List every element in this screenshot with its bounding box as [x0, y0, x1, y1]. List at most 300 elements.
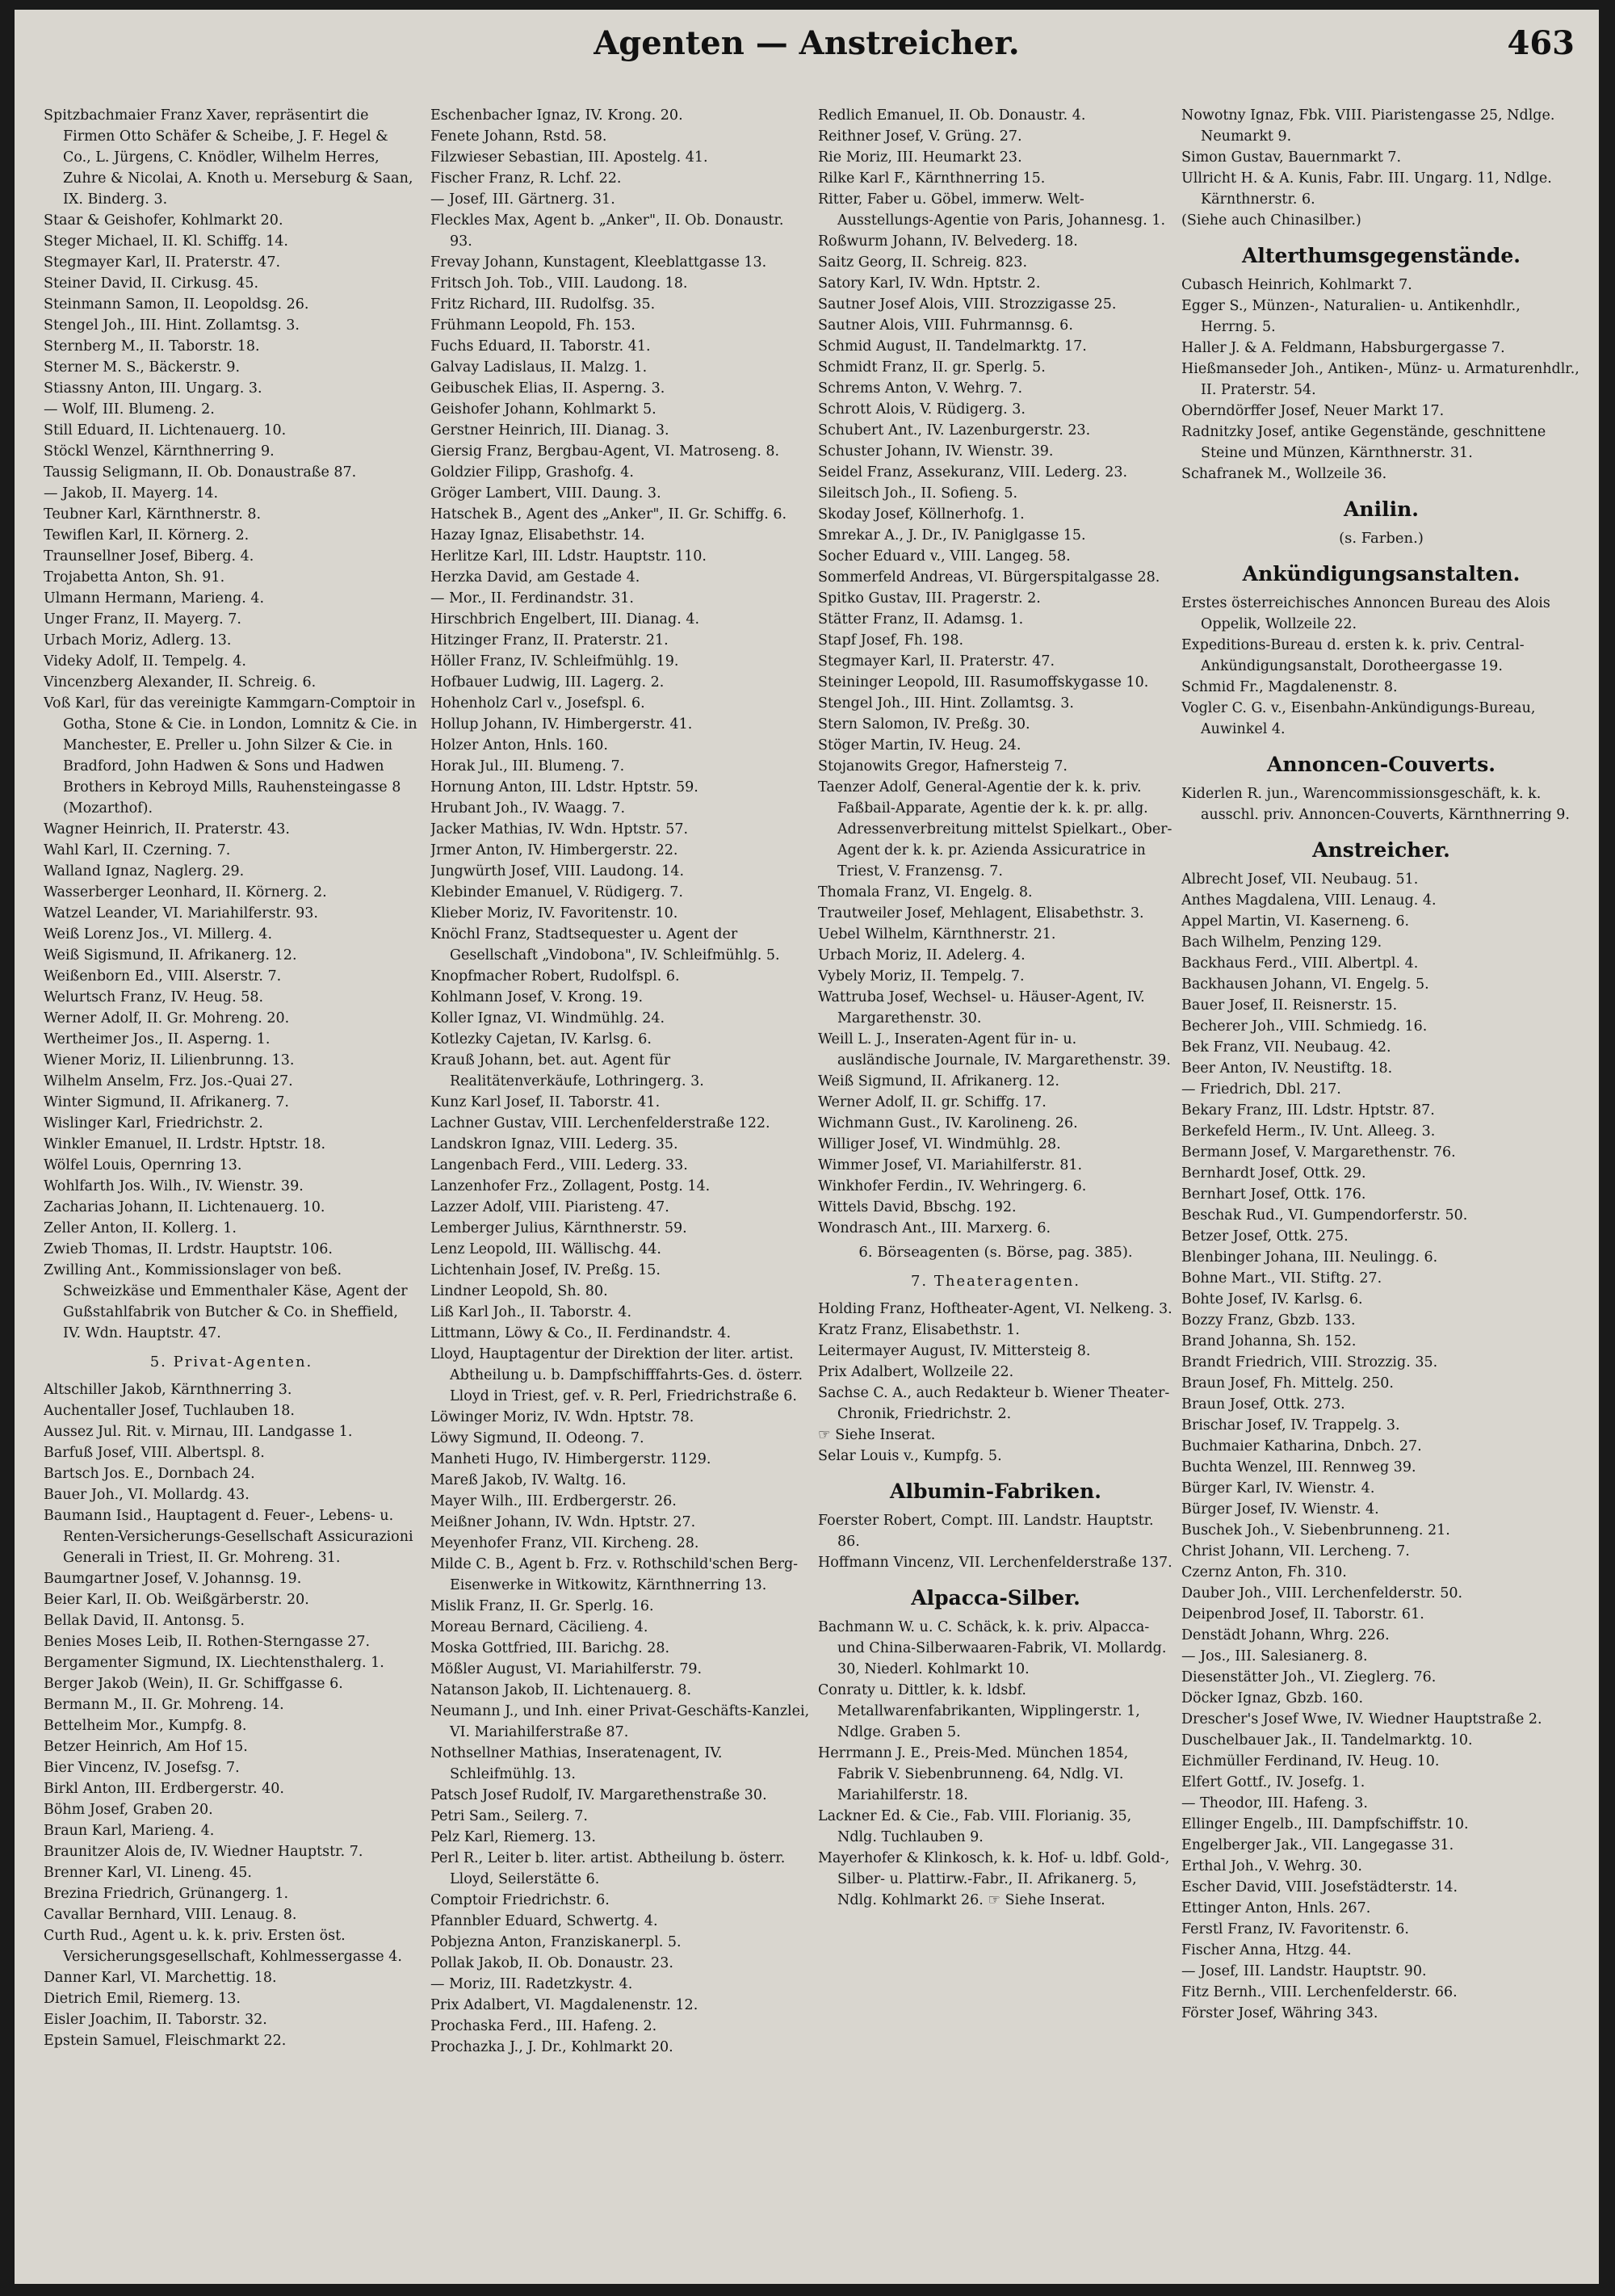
directory-entry: Becherer Joh., VIII. Schmiedg. 16. — [1181, 1018, 1428, 1035]
directory-entry: Videky Adolf, II. Tempelg. 4. — [44, 653, 246, 669]
column-3 — [818, 105, 1173, 2269]
directory-entry: Bozzy Franz, Gbzb. 133. — [1181, 1312, 1356, 1328]
directory-entry: Watzel Leander, VI. Mariahilferstr. 93. — [44, 905, 318, 921]
directory-entry: Reithner Josef, V. Grüng. 27. — [818, 128, 1022, 145]
directory-entry: Jrmer Anton, IV. Himbergerstr. 22. — [430, 842, 678, 858]
directory-entry: Sommerfeld Andreas, VI. Bürgerspitalgasse 28. — [818, 569, 1160, 586]
section-heading: Annoncen-Couverts. — [1267, 753, 1495, 776]
directory-entry: Wahl Karl, II. Czerning. 7. — [44, 842, 231, 858]
directory-entry: Bermann Josef, V. Margarethenstr. 76. — [1181, 1144, 1456, 1161]
directory-entry: Steininger Leopold, III. Rasumoffskygasse 10. — [818, 674, 1149, 690]
directory-entry: Milde C. B., Agent b. Frz. v. Rothschild'schen Berg-Eisenwerke in Witkowitz, Kärnthnerring 13. — [430, 1556, 799, 1593]
directory-entry: Bek Franz, VII. Neubaug. 42. — [1181, 1039, 1391, 1056]
directory-entry: Braunitzer Alois de, IV. Wiedner Hauptstr. 7. — [44, 1844, 363, 1860]
directory-entry: — Mor., II. Ferdinandstr. 31. — [430, 590, 634, 607]
directory-entry: Hießmanseder Joh., Antiken-, Münz- u. Armaturenhdlr., II. Praterstr. 54. — [1181, 361, 1579, 398]
directory-entry: Lemberger Julius, Kärnthnerstr. 59. — [430, 1220, 687, 1236]
directory-entry: Ellinger Engelb., III. Dampfschiffstr. 10. — [1181, 1816, 1469, 1832]
directory-entry: Schrems Anton, V. Wehrg. 7. — [818, 380, 1023, 397]
directory-entry: Erstes österreichisches Annoncen Bureau des Alois Oppelik, Wollzeile 22. — [1181, 595, 1550, 632]
directory-entry: Erthal Joh., V. Wehrg. 30. — [1181, 1858, 1362, 1874]
directory-entry: Curth Rud., Agent u. k. k. priv. Ersten öst. Versicherungsgesellschaft, Kohlmessergasse 4. — [44, 1928, 402, 1965]
directory-entry: Langenbach Ferd., VIII. Lederg. 33. — [430, 1157, 688, 1173]
directory-entry: Stiassny Anton, III. Ungarg. 3. — [44, 380, 262, 397]
directory-entry: Steiner David, II. Cirkusg. 45. — [44, 275, 259, 292]
section-subheading: 5. Privat-Agenten. — [149, 1354, 313, 1370]
directory-entry: Welurtsch Franz, IV. Heug. 58. — [44, 989, 264, 1005]
directory-entry: Lichtenhain Josef, IV. Preßg. 15. — [430, 1262, 661, 1278]
directory-entry: Haller J. & A. Feldmann, Habsburgergasse 7. — [1181, 340, 1505, 356]
directory-entry: Steger Michael, II. Kl. Schiffg. 14. — [44, 233, 288, 250]
directory-entry: — Wolf, III. Blumeng. 2. — [44, 401, 215, 418]
directory-entry: Klieber Moriz, IV. Favoritenstr. 10. — [430, 905, 678, 921]
directory-entry: Vincenzberg Alexander, II. Schreig. 6. — [44, 674, 317, 690]
directory-entry: Wertheimer Jos., II. Asperng. 1. — [44, 1031, 271, 1047]
directory-entry: Bekary Franz, III. Ldstr. Hptstr. 87. — [1181, 1102, 1435, 1119]
directory-entry: Buchta Wenzel, III. Rennweg 39. — [1181, 1459, 1416, 1475]
directory-entry: Weiß Lorenz Jos., VI. Millerg. 4. — [44, 926, 273, 942]
directory-entry: Rie Moriz, III. Heumarkt 23. — [818, 149, 1022, 166]
directory-entry: Fitz Bernh., VIII. Lerchenfelderstr. 66. — [1181, 1984, 1458, 2000]
directory-entry: Natanson Jakob, II. Lichtenauerg. 8. — [430, 1682, 692, 1698]
directory-entry: Unger Franz, II. Mayerg. 7. — [44, 611, 241, 628]
directory-entry: Jungwürth Josef, VIII. Laudong. 14. — [430, 863, 685, 879]
directory-entry: Stegmayer Karl, II. Praterstr. 47. — [818, 653, 1055, 669]
directory-entry: Moreau Bernard, Cäcilieng. 4. — [430, 1619, 648, 1635]
directory-entry: Höller Franz, IV. Schleifmühlg. 19. — [430, 653, 679, 669]
directory-entry: Beer Anton, IV. Neustiftg. 18. — [1181, 1060, 1393, 1077]
directory-entry: Mayer Wilh., III. Erdbergerstr. 26. — [430, 1493, 677, 1509]
directory-entry: Bohne Mart., VII. Stiftg. 27. — [1181, 1270, 1382, 1287]
directory-entry: Petri Sam., Seilerg. 7. — [430, 1808, 588, 1824]
directory-entry: Mareß Jakob, IV. Waltg. 16. — [430, 1472, 627, 1488]
directory-entry: Eichmüller Ferdinand, IV. Heug. 10. — [1181, 1753, 1440, 1769]
directory-entry: Kratz Franz, Elisabethstr. 1. — [818, 1322, 1020, 1338]
directory-entry: Auchentaller Josef, Tuchlauben 18. — [44, 1403, 295, 1419]
directory-entry: Rilke Karl F., Kärnthnerring 15. — [818, 170, 1046, 187]
directory-entry: Filzwieser Sebastian, III. Apostelg. 41. — [430, 149, 708, 166]
directory-entry: Holzer Anton, Hnls. 160. — [430, 737, 608, 753]
directory-entry: Leitermayer August, IV. Mittersteig 8. — [818, 1343, 1091, 1359]
directory-entry: Kiderlen R. jun., Warencommissionsgeschäft, k. k. ausschl. priv. Annoncen-Couverts, Kärnthnerring 9. — [1181, 786, 1570, 823]
directory-entry: Hitzinger Franz, II. Praterstr. 21. — [430, 632, 669, 649]
directory-entry: Geibuschek Elias, II. Asperng. 3. — [430, 380, 665, 397]
directory-entry: Selar Louis v., Kumpfg. 5. — [818, 1448, 1002, 1464]
directory-entry: Wölfel Louis, Opernring 13. — [44, 1157, 242, 1173]
directory-entry: Beier Karl, II. Ob. Weißgärberstr. 20. — [44, 1592, 309, 1608]
directory-entry: Bernhart Josef, Ottk. 176. — [1181, 1186, 1366, 1203]
directory-entry: Cavallar Bernhard, VIII. Lenaug. 8. — [44, 1907, 297, 1923]
directory-entry: Wagner Heinrich, II. Praterstr. 43. — [44, 821, 290, 837]
directory-entry: Brenner Karl, VI. Lineng. 45. — [44, 1865, 252, 1881]
directory-entry: Stöckl Wenzel, Kärnthnerring 9. — [44, 443, 275, 460]
directory-entry: Danner Karl, VI. Marchettig. 18. — [44, 1970, 277, 1986]
directory-entry: Wasserberger Leonhard, II. Körnerg. 2. — [44, 884, 327, 900]
directory-entry: Elfert Gottf., IV. Josefg. 1. — [1181, 1774, 1365, 1790]
directory-entry: Gerstner Heinrich, III. Dianag. 3. — [430, 422, 669, 439]
directory-entry: Pfannbler Eduard, Schwertg. 4. — [430, 1913, 658, 1929]
directory-entry: Ritter, Faber u. Göbel, immerw. Welt-Ausstellungs-Agentie von Paris, Johannesg. 1. — [818, 191, 1166, 229]
directory-entry: Brand Johanna, Sh. 152. — [1181, 1333, 1357, 1349]
directory-entry: Cubasch Heinrich, Kohlmarkt 7. — [1181, 277, 1412, 293]
directory-entry: Gröger Lambert, VIII. Daung. 3. — [430, 485, 661, 502]
directory-entry: Jacker Mathias, IV. Wdn. Hptstr. 57. — [430, 821, 689, 837]
directory-entry: Werner Adolf, II. gr. Schiffg. 17. — [818, 1094, 1047, 1110]
directory-entry: Bermann M., II. Gr. Mohreng. 14. — [44, 1697, 284, 1713]
directory-entry: Nothsellner Mathias, Inseratenagent, IV. Schleifmühlg. 13. — [430, 1745, 723, 1782]
directory-entry: Hazay Ignaz, Elisabethstr. 14. — [430, 527, 645, 544]
directory-entry: ☞ Siehe Inserat. — [818, 1427, 936, 1443]
directory-entry: Denstädt Johann, Whrg. 226. — [1181, 1627, 1390, 1643]
directory-entry: Tewiflen Karl, II. Körnerg. 2. — [44, 527, 250, 544]
directory-entry: Backhausen Johann, VI. Engelg. 5. — [1181, 976, 1429, 993]
directory-entry: Mößler August, VI. Mariahilferstr. 79. — [430, 1661, 703, 1677]
directory-entry: Eschenbacher Ignaz, IV. Krong. 20. — [430, 107, 683, 124]
directory-entry: Braun Josef, Ottk. 273. — [1181, 1396, 1345, 1412]
directory-entry: Steinmann Samon, II. Leopoldsg. 26. — [44, 296, 309, 313]
directory-entry: Bauer Joh., VI. Mollardg. 43. — [44, 1487, 250, 1503]
directory-entry: Beschak Rud., VI. Gumpendorferstr. 50. — [1181, 1207, 1468, 1224]
directory-entry: Engelberger Jak., VII. Langegasse 31. — [1181, 1837, 1454, 1853]
directory-entry: Duschelbauer Jak., II. Tandelmarktg. 10. — [1181, 1732, 1473, 1748]
section-heading: Anilin. — [1344, 497, 1419, 521]
directory-entry: Wohlfarth Jos. Wilh., IV. Wienstr. 39. — [44, 1178, 304, 1194]
directory-entry: Meißner Johann, IV. Wdn. Hptstr. 27. — [430, 1514, 696, 1530]
directory-entry: Brischar Josef, IV. Trappelg. 3. — [1181, 1417, 1400, 1433]
directory-entry: Wimmer Josef, VI. Mariahilferstr. 81. — [818, 1157, 1083, 1173]
directory-entry: Förster Josef, Währing 343. — [1181, 2005, 1378, 2021]
directory-entry: Ettinger Anton, Hnls. 267. — [1181, 1900, 1371, 1916]
directory-entry: Wattruba Josef, Wechsel- u. Häuser-Agent, IV. Margarethenstr. 30. — [818, 989, 1145, 1026]
directory-entry: Wittels David, Bbschg. 192. — [818, 1199, 1017, 1215]
directory-entry: Uebel Wilhelm, Kärnthnerstr. 21. — [818, 926, 1056, 942]
directory-entry: Escher David, VIII. Josefstädterstr. 14. — [1181, 1879, 1458, 1895]
directory-entry: Meyenhofer Franz, VII. Kircheng. 28. — [430, 1535, 699, 1551]
directory-entry: Ulmann Hermann, Marieng. 4. — [44, 590, 265, 607]
directory-entry: Stöger Martin, IV. Heug. 24. — [818, 737, 1021, 753]
directory-entry: Stojanowits Gregor, Hafnersteig 7. — [818, 758, 1068, 774]
directory-entry: — Josef, III. Landstr. Hauptstr. 90. — [1181, 1963, 1427, 1979]
directory-entry: Drescher's Josef Wwe, IV. Wiedner Hauptstraße 2. — [1181, 1711, 1542, 1727]
directory-entry: Bernhardt Josef, Ottk. 29. — [1181, 1165, 1366, 1182]
directory-entry: Smrekar A., J. Dr., IV. Paniglgasse 15. — [818, 527, 1086, 544]
directory-entry: Saitz Georg, II. Schreig. 823. — [818, 254, 1028, 271]
directory-entry: Wilhelm Anselm, Frz. Jos.-Quai 27. — [44, 1073, 293, 1089]
directory-entry: Fuchs Eduard, II. Taborstr. 41. — [430, 338, 651, 355]
page-header — [15, 10, 1599, 73]
directory-entry: Comptoir Friedrichstr. 6. — [430, 1892, 610, 1908]
directory-entry: Geishofer Johann, Kohlmarkt 5. — [430, 401, 656, 418]
directory-entry: Löwy Sigmund, II. Odeong. 7. — [430, 1430, 644, 1446]
directory-entry: Klebinder Emanuel, V. Rüdigerg. 7. — [430, 884, 683, 900]
directory-entry: Goldzier Filipp, Grashofg. 4. — [430, 464, 634, 481]
directory-entry: — Theodor, III. Hafeng. 3. — [1181, 1795, 1368, 1811]
directory-entry: Teubner Karl, Kärnthnerstr. 8. — [44, 506, 262, 523]
directory-entry: Fenete Johann, Rstd. 58. — [430, 128, 607, 145]
directory-entry: Vybely Moriz, II. Tempelg. 7. — [818, 968, 1025, 984]
directory-entry: Czernz Anton, Fh. 310. — [1181, 1564, 1347, 1580]
directory-entry: Landskron Ignaz, VIII. Lederg. 35. — [430, 1136, 678, 1152]
directory-entry: Littmann, Löwy & Co., II. Ferdinandstr. 4. — [430, 1325, 732, 1341]
directory-entry: Knopfmacher Robert, Rudolfspl. 6. — [430, 968, 680, 984]
directory-entry: Braun Karl, Marieng. 4. — [44, 1823, 215, 1839]
directory-entry: Krauß Johann, bet. aut. Agent für Realitätenverkäufe, Lothringerg. 3. — [430, 1052, 704, 1089]
directory-entry: Walland Ignaz, Naglerg. 29. — [44, 863, 245, 879]
directory-entry: Fritz Richard, III. Rudolfsg. 35. — [430, 296, 656, 313]
directory-entry: Schrott Alois, V. Rüdigerg. 3. — [818, 401, 1026, 418]
directory-entry: Satory Karl, IV. Wdn. Hptstr. 2. — [818, 275, 1041, 292]
directory-entry: Weiß Sigmund, II. Afrikanerg. 12. — [818, 1073, 1059, 1089]
directory-entry: Schafranek M., Wollzeile 36. — [1181, 466, 1387, 482]
directory-entry: Stengel Joh., III. Hint. Zollamtsg. 3. — [818, 695, 1074, 711]
section-heading: Ankündigungsanstalten. — [1242, 562, 1521, 586]
directory-entry: Fritsch Joh. Tob., VIII. Laudong. 18. — [430, 275, 688, 292]
directory-entry: Mislik Franz, II. Gr. Sperlg. 16. — [430, 1598, 654, 1614]
directory-entry: Bettelheim Mor., Kumpfg. 8. — [44, 1718, 247, 1734]
directory-entry: Giersig Franz, Bergbau-Agent, VI. Matroseng. 8. — [430, 443, 780, 460]
directory-entry: Winkler Emanuel, II. Lrdstr. Hptstr. 18. — [44, 1136, 326, 1152]
directory-entry: Braun Josef, Fh. Mittelg. 250. — [1181, 1375, 1394, 1391]
directory-entry: Deipenbrod Josef, II. Taborstr. 61. — [1181, 1606, 1424, 1622]
directory-entry: — Jakob, II. Mayerg. 14. — [44, 485, 219, 502]
directory-entry: Stätter Franz, II. Adamsg. 1. — [818, 611, 1024, 628]
directory-entry: Weiß Sigismund, II. Afrikanerg. 12. — [44, 947, 297, 963]
directory-entry: Buchmaier Katharina, Dnbch. 27. — [1181, 1438, 1422, 1454]
directory-entry: Roßwurm Johann, IV. Belvederg. 18. — [818, 233, 1078, 250]
directory-entry: Altschiller Jakob, Kärnthnerring 3. — [44, 1382, 292, 1398]
directory-entry: Winter Sigmund, II. Afrikanerg. 7. — [44, 1094, 289, 1110]
directory-entry: Sautner Alois, VIII. Fuhrmannsg. 6. — [818, 317, 1073, 334]
directory-entry: Vogler C. G. v., Eisenbahn-Ankündigungs-Bureau, Auwinkel 4. — [1181, 700, 1536, 737]
directory-entry: Lazzer Adolf, VIII. Piaristeng. 47. — [430, 1199, 669, 1215]
directory-entry: Neumann J., und Inh. einer Privat-Geschäfts-Kanzlei, VI. Mariahilferstraße 87. — [430, 1703, 810, 1740]
directory-entry: Perl R., Leiter b. liter. artist. Abtheilung b. österr. Lloyd, Seilerstätte 6. — [430, 1850, 786, 1887]
section-note: (s. Farben.) — [1339, 530, 1424, 547]
directory-entry: Galvay Ladislaus, II. Malzg. 1. — [430, 359, 648, 376]
directory-entry: Benies Moses Leib, II. Rothen-Sterngasse 27. — [44, 1634, 371, 1650]
directory-entry: Herrmann J. E., Preis-Med. München 1854, Fabrik V. Siebenbrunneng. 64, Ndlg. VI. Mariahilferstr. 18. — [818, 1745, 1129, 1803]
directory-entry: Urbach Moriz, II. Adelerg. 4. — [818, 947, 1026, 963]
directory-entry: Prochaska Ferd., III. Hafeng. 2. — [430, 2018, 657, 2034]
directory-entry: Kunz Karl Josef, II. Taborstr. 41. — [430, 1094, 661, 1110]
directory-entry: Wondrasch Ant., III. Marxerg. 6. — [818, 1220, 1051, 1236]
directory-entry: Betzer Josef, Ottk. 275. — [1181, 1228, 1349, 1245]
directory-entry: Berkefeld Herm., IV. Unt. Alleeg. 3. — [1181, 1123, 1436, 1140]
directory-entry: Foerster Robert, Compt. III. Landstr. Hauptstr. 86. — [818, 1513, 1154, 1550]
directory-entry: Bürger Josef, IV. Wienstr. 4. — [1181, 1501, 1379, 1517]
directory-entry: Weißenborn Ed., VIII. Alserstr. 7. — [44, 968, 282, 984]
directory-entry: Williger Josef, VI. Windmühlg. 28. — [818, 1136, 1061, 1152]
directory-entry: Redlich Emanuel, II. Ob. Donaustr. 4. — [818, 107, 1086, 124]
section-subheading: 7. Theateragenten. — [910, 1273, 1081, 1290]
directory-entry: Still Eduard, II. Lichtenauerg. 10. — [44, 422, 287, 439]
directory-entry: Radnitzky Josef, antike Gegenstände, geschnittene Steine und Münzen, Kärnthnerstr. 31. — [1181, 424, 1546, 461]
directory-entry: Lenz Leopold, III. Wällischg. 44. — [430, 1241, 661, 1257]
directory-entry: Knöchl Franz, Stadtsequester u. Agent der Gesellschaft „Vindobona", IV. Schleifmühlg. 5. — [430, 926, 780, 963]
directory-entry: Hofbauer Ludwig, III. Lagerg. 2. — [430, 674, 665, 690]
directory-entry: Albrecht Josef, VII. Neubaug. 51. — [1181, 871, 1419, 888]
section-heading: Alterthumsgegenstände. — [1242, 244, 1521, 267]
directory-entry: Egger S., Münzen-, Naturalien- u. Antikenhdlr., Herrng. 5. — [1181, 298, 1521, 335]
directory-entry: Schmid Fr., Magdalenenstr. 8. — [1181, 679, 1398, 695]
directory-entry: Wislinger Karl, Friedrichstr. 2. — [44, 1115, 263, 1131]
directory-entry: Nowotny Ignaz, Fbk. VIII. Piaristengasse 25, Ndlge. Neumarkt 9. — [1181, 107, 1555, 145]
directory-entry: Christ Johann, VII. Lercheng. 7. — [1181, 1543, 1410, 1559]
directory-entry: Spitko Gustav, III. Pragerstr. 2. — [818, 590, 1041, 607]
directory-entry: Bartsch Jos. E., Dornbach 24. — [44, 1466, 255, 1482]
directory-entry: Ullricht H. & A. Kunis, Fabr. III. Ungarg. 11, Ndlge. Kärnthnerstr. 6. — [1181, 170, 1552, 208]
directory-entry: Birkl Anton, III. Erdbergerstr. 40. — [44, 1781, 284, 1797]
directory-entry: Koller Ignaz, VI. Windmühlg. 24. — [430, 1010, 665, 1026]
directory-entry: Kotlezky Cajetan, IV. Karlsg. 6. — [430, 1031, 652, 1047]
directory-entry: Prochazka J., J. Dr., Kohlmarkt 20. — [430, 2039, 673, 2055]
directory-entry: Pobjezna Anton, Franziskanerpl. 5. — [430, 1934, 682, 1950]
directory-entry: Stengel Joh., III. Hint. Zollamtsg. 3. — [44, 317, 300, 334]
directory-entry: Bellak David, II. Antonsg. 5. — [44, 1613, 245, 1629]
directory-entry: Stegmayer Karl, II. Praterstr. 47. — [44, 254, 281, 271]
directory-entry: Epstein Samuel, Fleischmarkt 22. — [44, 2033, 287, 2049]
directory-entry: Fleckles Max, Agent b. „Anker", II. Ob. Donaustr. 93. — [430, 212, 784, 250]
directory-entry: Lanzenhofer Frz., Zollagent, Postg. 14. — [430, 1178, 711, 1194]
directory-entry: Buschek Joh., V. Siebenbrunneng. 21. — [1181, 1522, 1450, 1538]
directory-entry: Bachmann W. u. C. Schäck, k. k. priv. Alpacca- und China-Silberwaaren-Fabrik, VI. Mollardg. 30, Niederl. Kohlmarkt 10. — [818, 1619, 1167, 1677]
directory-entry: Sternberg M., II. Taborstr. 18. — [44, 338, 260, 355]
directory-page — [15, 10, 1599, 2284]
directory-entry: Prix Adalbert, VI. Magdalenenstr. 12. — [430, 1997, 698, 2013]
directory-entry: Lackner Ed. & Cie., Fab. VIII. Florianig. 35, Ndlg. Tuchlauben 9. — [818, 1808, 1132, 1845]
directory-entry: Werner Adolf, II. Gr. Mohreng. 20. — [44, 1010, 290, 1026]
directory-entry: Bohte Josef, IV. Karlsg. 6. — [1181, 1291, 1363, 1308]
column-1 — [44, 105, 419, 2269]
directory-entry: Staar & Geishofer, Kohlmarkt 20. — [44, 212, 283, 229]
directory-entry: Aussez Jul. Rit. v. Mirnau, III. Landgasse 1. — [44, 1424, 353, 1440]
directory-entry: Trautweiler Josef, Mehlagent, Elisabethstr. 3. — [818, 905, 1144, 921]
section-heading: Anstreicher. — [1312, 838, 1450, 862]
directory-entry: Hollup Johann, IV. Himbergerstr. 41. — [430, 716, 693, 732]
directory-entry: Lloyd, Hauptagentur der Direktion der liter. artist. Abtheilung u. b. Dampfschifffahrts-Ges. d. österr. Lloyd in Triest, gef. v. R. Perl, Friedrichstraße 6. — [430, 1346, 803, 1404]
directory-entry: Horak Jul., III. Blumeng. 7. — [430, 758, 625, 774]
directory-entry: Hoffmann Vincenz, VII. Lerchenfelderstraße 137. — [818, 1555, 1172, 1571]
directory-entry: Lachner Gustav, VIII. Lerchenfelderstraße 122. — [430, 1115, 770, 1131]
directory-entry: Sterner M. S., Bäckerstr. 9. — [44, 359, 241, 376]
directory-entry: Diesenstätter Joh., VI. Zieglerg. 76. — [1181, 1669, 1437, 1685]
directory-entry: Stapf Josef, Fh. 198. — [818, 632, 964, 649]
directory-entry: Wiener Moriz, II. Lilienbrunng. 13. — [44, 1052, 295, 1068]
section-heading: Alpacca-Silber. — [911, 1586, 1080, 1610]
directory-entry: Löwinger Moriz, IV. Wdn. Hptstr. 78. — [430, 1409, 694, 1425]
directory-entry: Anthes Magdalena, VIII. Lenaug. 4. — [1181, 892, 1437, 909]
directory-entry: Zeller Anton, II. Kollerg. 1. — [44, 1220, 237, 1236]
directory-entry: Taenzer Adolf, General-Agentie der k. k. priv. Faßbail-Apparate, Agentie der k. k. pr. allg. Adressenverbreitung mittelst Spielkart., Ober-Agent der k. k. pr. Azienda Assicuratrice in Triest, V. Franzensg. 7. — [818, 779, 1172, 879]
directory-entry: Oberndörffer Josef, Neuer Markt 17. — [1181, 403, 1445, 419]
directory-entry: Zwilling Ant., Kommissionslager von beß. Schweizkäse und Emmenthaler Käse, Agent der Gußstahlfabrik von Butcher & Co. in Sheffield, IV. Wdn. Hauptstr. 47. — [44, 1262, 408, 1341]
directory-entry: (Siehe auch Chinasilber.) — [1181, 212, 1361, 229]
directory-entry: Frevay Johann, Kunstagent, Kleeblattgasse 13. — [430, 254, 767, 271]
directory-entry: Stern Salomon, IV. Preßg. 30. — [818, 716, 1030, 732]
directory-entry: Trojabetta Anton, Sh. 91. — [44, 569, 225, 586]
directory-entry: Baumann Isid., Hauptagent d. Feuer-, Lebens- u. Renten-Versicherungs-Gesellschaft Assicurazioni Generali in Triest, II. Gr. Mohreng. 31. — [44, 1508, 413, 1566]
directory-entry: Sachse C. A., auch Redakteur b. Wiener Theater-Chronik, Friedrichstr. 2. — [818, 1385, 1170, 1422]
directory-entry: Mayerhofer & Klinkosch, k. k. Hof- u. ldbf. Gold-, Silber- u. Plattirw.-Fabr., II. Afrikanerg. 5, Ndlg. Kohlmarkt 26. ☞ Siehe Inserat. — [818, 1850, 1170, 1908]
directory-entry: Expeditions-Bureau d. ersten k. k. priv. Central-Ankündigungsanstalt, Dorotheergasse 19. — [1181, 637, 1525, 674]
directory-entry: Traunsellner Josef, Biberg. 4. — [44, 548, 254, 565]
column-4 — [1181, 105, 1581, 2269]
directory-entry: — Josef, III. Gärtnerg. 31. — [430, 191, 615, 208]
directory-entry: Weill L. J., Inseraten-Agent für in- u. ausländische Journale, IV. Margarethenstr. 39. — [818, 1031, 1171, 1068]
directory-entry: — Friedrich, Dbl. 217. — [1181, 1081, 1341, 1098]
directory-entry: Dietrich Emil, Riemerg. 13. — [44, 1991, 241, 2007]
page-title: Agenten — Anstreicher. — [594, 24, 1020, 62]
directory-entry: Fischer Anna, Htzg. 44. — [1181, 1942, 1352, 1958]
directory-entry: Betzer Heinrich, Am Hof 15. — [44, 1739, 248, 1755]
directory-entry: Winkhofer Ferdin., IV. Wehringerg. 6. — [818, 1178, 1087, 1194]
directory-entry: Schubert Ant., IV. Lazenburgerstr. 23. — [818, 422, 1091, 439]
directory-entry: Socher Eduard v., VIII. Langeg. 58. — [818, 548, 1071, 565]
directory-entry: Prix Adalbert, Wollzeile 22. — [818, 1364, 1014, 1380]
column-2 — [430, 105, 810, 2269]
directory-entry: — Moriz, III. Radetzkystr. 4. — [430, 1976, 633, 1992]
directory-entry: Sautner Josef Alois, VIII. Strozzigasse 25. — [818, 296, 1117, 313]
directory-entry: Hirschbrich Engelbert, III. Dianag. 4. — [430, 611, 700, 628]
directory-entry: Ferstl Franz, IV. Favoritenstr. 6. — [1181, 1921, 1409, 1937]
directory-entry: Voß Karl, für das vereinigte Kammgarn-Comptoir in Gotha, Stone & Cie. in London, Lomnitz & Cie. in Manchester, E. Preller u. John Silzer & Cie. in Bradford, John Hadwen & Sons und Hadwen Brothers in Kebroyd Mills, Rauhensteingasse 8 (Mozarthof). — [44, 695, 417, 816]
directory-entry: Frühmann Leopold, Fh. 153. — [430, 317, 636, 334]
directory-entry: Lindner Leopold, Sh. 80. — [430, 1283, 608, 1299]
directory-entry: Wichmann Gust., IV. Karolineng. 26. — [818, 1115, 1078, 1131]
directory-entry: Pelz Karl, Riemerg. 13. — [430, 1829, 596, 1845]
directory-entry: Sileitsch Joh., II. Sofieng. 5. — [818, 485, 1018, 502]
directory-entry: Bier Vincenz, IV. Josefsg. 7. — [44, 1760, 240, 1776]
directory-entry: Bürger Karl, IV. Wienstr. 4. — [1181, 1480, 1375, 1496]
directory-entry: Schmidt Franz, II. gr. Sperlg. 5. — [818, 359, 1046, 376]
directory-entry: Taussig Seligmann, II. Ob. Donaustraße 87. — [44, 464, 357, 481]
directory-entry: Schmid August, II. Tandelmarktg. 17. — [818, 338, 1087, 355]
directory-entry: Brandt Friedrich, VIII. Strozzig. 35. — [1181, 1354, 1438, 1370]
directory-entry: Conraty u. Dittler, k. k. ldsbf. Metallwarenfabrikanten, Wipplingerstr. 1, Ndlge. Graben 5. — [818, 1682, 1140, 1740]
directory-entry: Dauber Joh., VIII. Lerchenfelderstr. 50. — [1181, 1585, 1463, 1601]
directory-entry: Hohenholz Carl v., Josefspl. 6. — [430, 695, 645, 711]
directory-entry: Zwieb Thomas, II. Lrdstr. Hauptstr. 106. — [44, 1241, 333, 1257]
directory-entry: Simon Gustav, Bauernmarkt 7. — [1181, 149, 1402, 166]
directory-entry: Pollak Jakob, II. Ob. Donaustr. 23. — [430, 1955, 673, 1971]
directory-entry: Fischer Franz, R. Lchf. 22. — [430, 170, 622, 187]
section-subheading: 6. Börseagenten (s. Börse, pag. 385). — [858, 1244, 1133, 1261]
directory-entry: Brezina Friedrich, Grünangerg. 1. — [44, 1886, 289, 1902]
directory-entry: Backhaus Ferd., VIII. Albertpl. 4. — [1181, 955, 1419, 972]
directory-entry: Appel Martin, VI. Kaserneng. 6. — [1181, 913, 1410, 930]
directory-entry: Patsch Josef Rudolf, IV. Margarethenstraße 30. — [430, 1787, 767, 1803]
directory-entry: Hatschek B., Agent des „Anker", II. Gr. Schiffg. 6. — [430, 506, 787, 523]
directory-entry: Bach Wilhelm, Penzing 129. — [1181, 934, 1382, 951]
directory-entry: Thomala Franz, VI. Engelg. 8. — [818, 884, 1033, 900]
directory-entry: Berger Jakob (Wein), II. Gr. Schiffgasse 6. — [44, 1676, 343, 1692]
directory-entry: Bergamenter Sigmund, IX. Liechtensthalerg. 1. — [44, 1655, 384, 1671]
directory-entry: Liß Karl Joh., II. Taborstr. 4. — [430, 1304, 632, 1320]
directory-entry: Eisler Joachim, II. Taborstr. 32. — [44, 2012, 267, 2028]
directory-entry: Hrubant Joh., IV. Waagg. 7. — [430, 800, 626, 816]
directory-entry: Böhm Josef, Graben 20. — [44, 1802, 213, 1818]
directory-entry: Manheti Hugo, IV. Himbergerstr. 1129. — [430, 1451, 711, 1467]
directory-entry: Zacharias Johann, II. Lichtenauerg. 10. — [44, 1199, 325, 1215]
directory-entry: Spitzbachmaier Franz Xaver, repräsentirt die Firmen Otto Schäfer & Scheibe, J. F. Hegel & Co., L. Jürgens, C. Knödler, Wilhelm Herres, Zuhre & Nicolai, A. Knoth u. Merseburg & Saan, IX. Binderg. 3. — [44, 107, 413, 208]
directory-entry: Seidel Franz, Assekuranz, VIII. Lederg. 23. — [818, 464, 1128, 481]
directory-entry: Schuster Johann, IV. Wienstr. 39. — [818, 443, 1054, 460]
directory-entry: Herlitze Karl, III. Ldstr. Hauptstr. 110. — [430, 548, 707, 565]
page-number: 463 — [1507, 24, 1575, 62]
directory-entry: Baumgartner Josef, V. Johannsg. 19. — [44, 1571, 302, 1587]
directory-entry: Bauer Josef, II. Reisnerstr. 15. — [1181, 997, 1398, 1014]
directory-entry: Urbach Moriz, Adlerg. 13. — [44, 632, 232, 649]
